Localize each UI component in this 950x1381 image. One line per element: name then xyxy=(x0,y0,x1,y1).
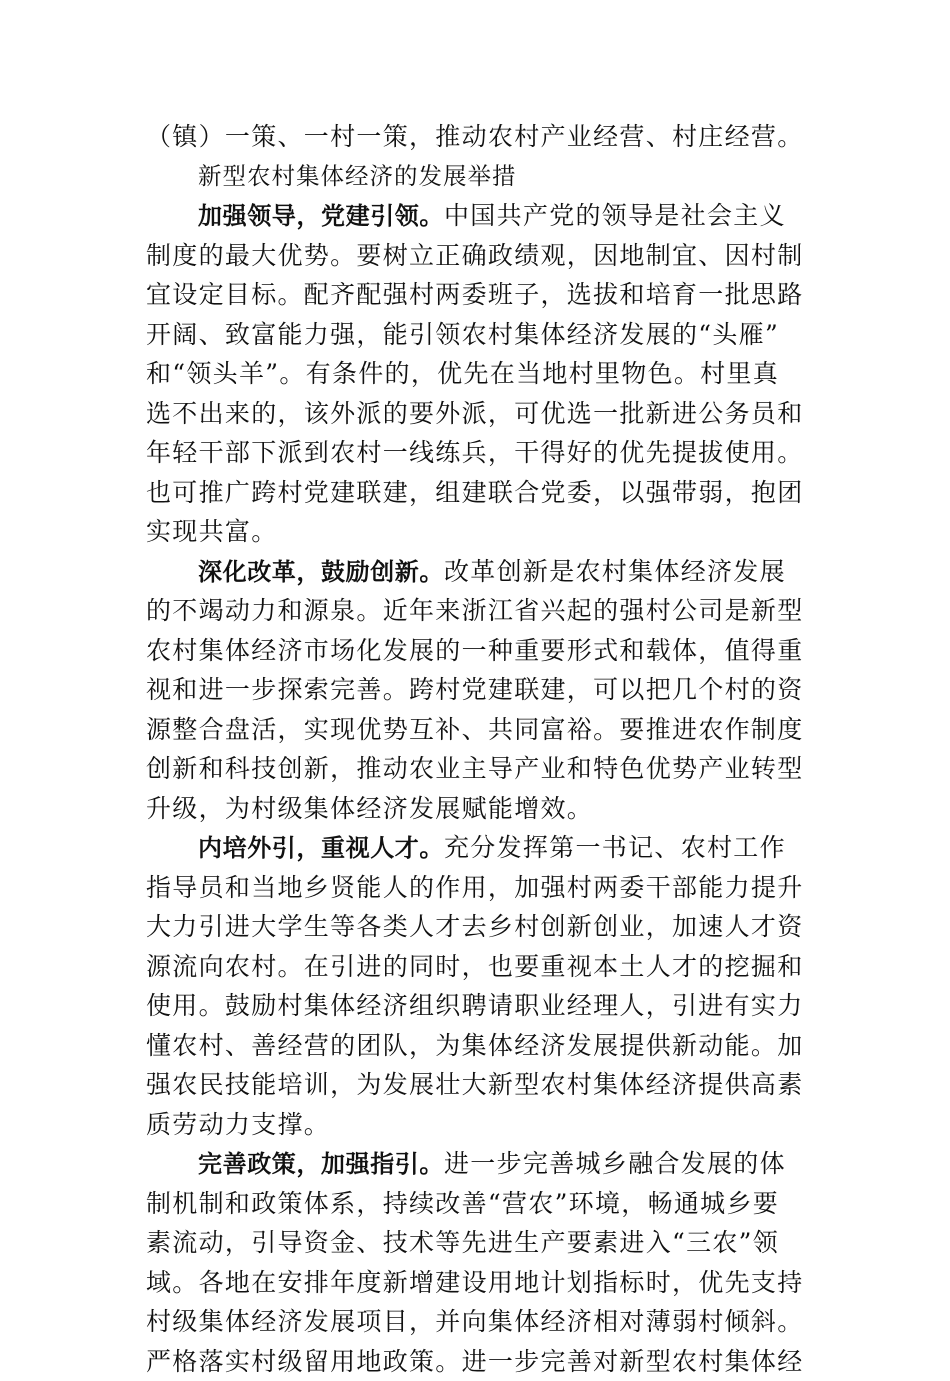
paragraph-lead: 深化改革，鼓励创新。 xyxy=(198,558,444,586)
paragraph-line: 域。各地在安排年度新增建设用地计划指标时，优先支持 xyxy=(146,1263,806,1303)
paragraph-lead: 完善政策，加强指引。 xyxy=(198,1150,444,1178)
continuation-line: （镇）一策、一村一策，推动农村产业经营、村庄经营。 xyxy=(146,117,806,157)
paragraph-first-line xyxy=(146,1144,806,1184)
paragraph-line: 和“领头羊”。有条件的，优先在当地村里物色。村里真 xyxy=(146,354,806,394)
paragraph-text: 中国共产党的领导是社会主义 xyxy=(444,201,786,230)
paragraph-line: 视和进一步探索完善。跨村党建联建，可以把几个村的资 xyxy=(146,670,806,710)
paragraph-line: 创新和科技创新，推动农业主导产业和特色优势产业转型 xyxy=(146,749,806,789)
paragraph-lead: 内培外引，重视人才。 xyxy=(198,834,444,862)
paragraph-line: 使用。鼓励村集体经济组织聘请职业经理人，引进有实力 xyxy=(146,986,806,1026)
paragraph-talent xyxy=(146,828,806,1144)
paragraph-first-line xyxy=(146,828,806,868)
paragraph-text: 改革创新是农村集体经济发展 xyxy=(444,557,786,586)
paragraph-line: 村级集体经济发展项目，并向集体经济相对薄弱村倾斜。 xyxy=(146,1302,806,1342)
paragraph-line: 源流向农村。在引进的同时，也要重视本土人才的挖掘和 xyxy=(146,947,806,987)
paragraph-line: 强农民技能培训，为发展壮大新型农村集体经济提供高素 xyxy=(146,1065,806,1105)
paragraph-line: 制机制和政策体系，持续改善“营农”环境，畅通城乡要 xyxy=(146,1184,806,1224)
paragraph-line: 选不出来的，该外派的要外派，可优选一批新进公务员和 xyxy=(146,394,806,434)
paragraph-line: 升级，为村级集体经济发展赋能增效。 xyxy=(146,789,806,829)
paragraph-line: 懂农村、善经营的团队，为集体经济发展提供新动能。加 xyxy=(146,1026,806,1066)
paragraph-lead: 加强领导，党建引领。 xyxy=(198,202,444,230)
paragraph-line: 制度的最大优势。要树立正确政绩观，因地制宜、因村制 xyxy=(146,236,806,276)
paragraph-line: 也可推广跨村党建联建，组建联合党委，以强带弱，抱团 xyxy=(146,473,806,513)
paragraph-text: 进一步完善城乡融合发展的体 xyxy=(444,1149,786,1178)
paragraph-line: 指导员和当地乡贤能人的作用，加强村两委干部能力提升 xyxy=(146,868,806,908)
paragraph-first-line xyxy=(146,552,806,592)
paragraph-line: 质劳动力支撑。 xyxy=(146,1105,806,1145)
paragraph-leadership xyxy=(146,196,806,552)
paragraph-line: 严格落实村级留用地政策。进一步完善对新型农村集体经 xyxy=(146,1342,806,1381)
paragraph-line: 大力引进大学生等各类人才去乡村创新创业，加速人才资 xyxy=(146,907,806,947)
document-page xyxy=(146,117,806,1381)
paragraph-first-line xyxy=(146,196,806,236)
paragraph-line: 的不竭动力和源泉。近年来浙江省兴起的强村公司是新型 xyxy=(146,591,806,631)
paragraph-line: 宜设定目标。配齐配强村两委班子，选拔和培育一批思路 xyxy=(146,275,806,315)
paragraph-line: 年轻干部下派到农村一线练兵，干得好的优先提拔使用。 xyxy=(146,433,806,473)
paragraph-reform xyxy=(146,552,806,829)
paragraph-line: 实现共富。 xyxy=(146,512,806,552)
paragraph-line: 源整合盘活，实现优势互补、共同富裕。要推进农作制度 xyxy=(146,710,806,750)
paragraph-line: 素流动，引导资金、技术等先进生产要素进入“三农”领 xyxy=(146,1223,806,1263)
section-heading: 新型农村集体经济的发展举措 xyxy=(146,157,806,197)
paragraph-line: 农村集体经济市场化发展的一种重要形式和载体，值得重 xyxy=(146,631,806,671)
paragraph-text: 充分发挥第一书记、农村工作 xyxy=(444,833,786,862)
paragraph-policy xyxy=(146,1144,806,1381)
paragraph-line: 开阔、致富能力强，能引领农村集体经济发展的“头雁” xyxy=(146,315,806,355)
